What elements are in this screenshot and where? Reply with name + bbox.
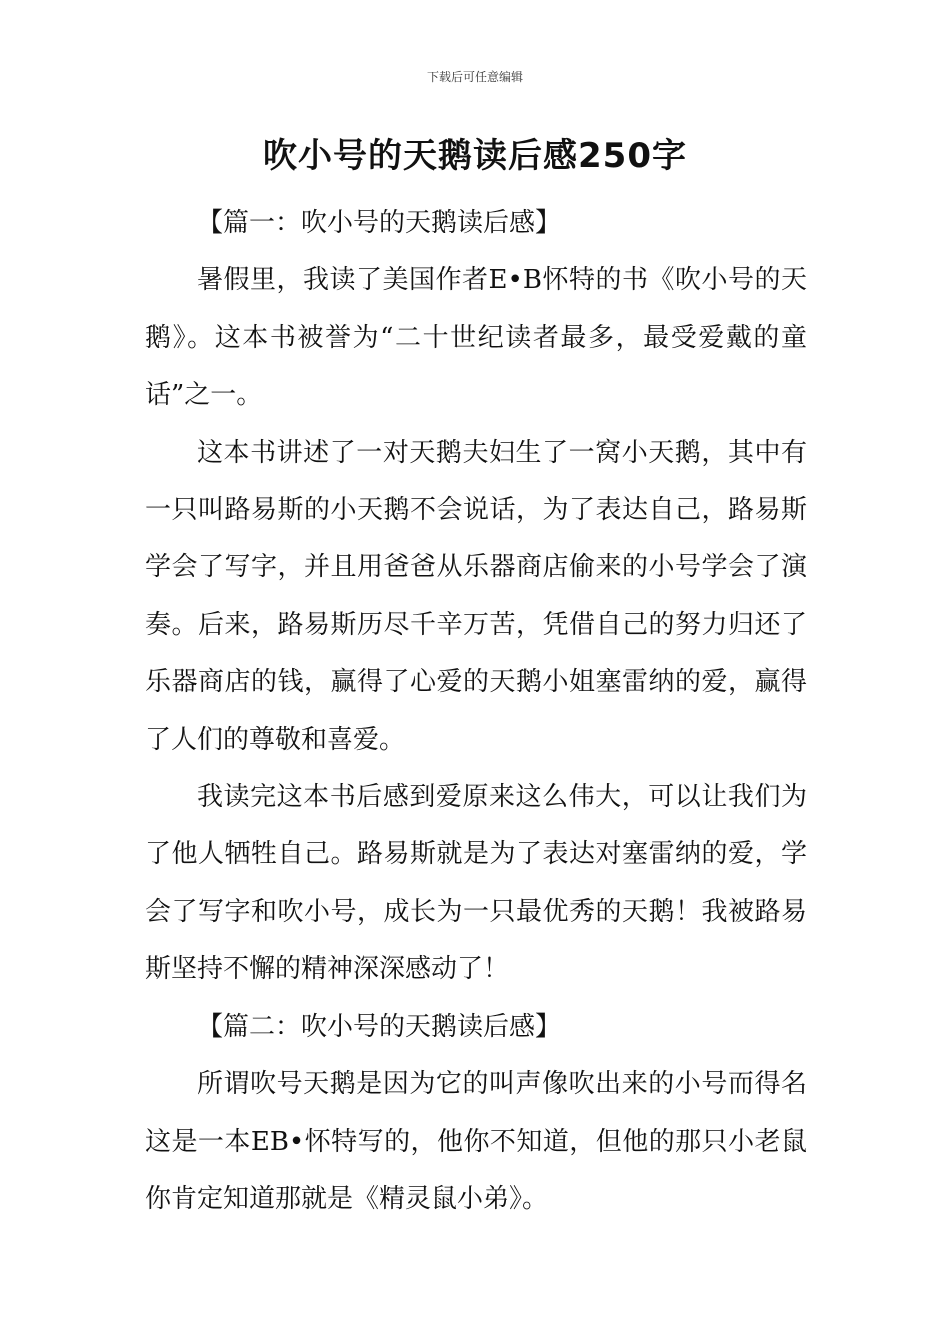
paragraph: 这本书讲述了一对天鹅夫妇生了一窝小天鹅，其中有一只叫路易斯的小天鹅不会说话，为了表达自己，路易斯学会了写字，并且用爸爸从乐器商店偷来的小号学会了演奏。后来，路易斯历尽千辛万苦，凭借自己的努力归还了乐器商店的钱，赢得了心爱的天鹅小姐塞雷纳的爱，赢得了人们的尊敬和喜爱。	[145, 437, 807, 755]
page-header-note: 下载后可任意编辑	[426, 70, 523, 84]
paragraph: 暑假里，我读了美国作者E•B怀特的书《吹小号的天鹅》。这本书被誉为“二十世纪读者最多，最受爱戴的童话”之一。	[145, 265, 807, 411]
section-heading-2: 【篇二：吹小号的天鹅读后感】	[197, 1011, 562, 1042]
document-body	[145, 195, 807, 1228]
paragraph: 我读完这本书后感到爱原来这么伟大，可以让我们为了他人牺牲自己。路易斯就是为了表达对塞雷纳的爱，学会了写字和吹小号，成长为一只最优秀的天鹅！我被路易斯坚持不懈的精神深深感动了！	[145, 782, 807, 985]
section-heading-1: 【篇一：吹小号的天鹅读后感】	[197, 208, 562, 238]
document-title: 吹小号的天鹅读后感250字	[263, 136, 687, 176]
paragraph: 所谓吹号天鹅是因为它的叫声像吹出来的小号而得名这是一本EB•怀特写的，他你不知道，但他的那只小老鼠你肯定知道那就是《精灵鼠小弟》。	[145, 1069, 807, 1214]
